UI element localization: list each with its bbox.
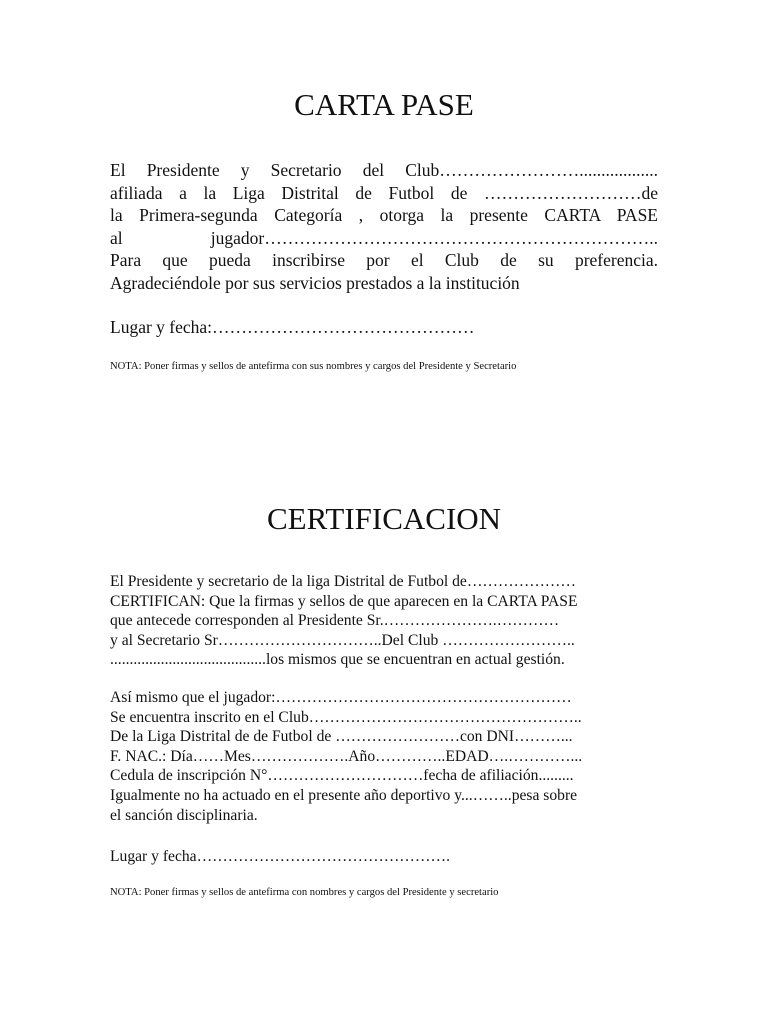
certificacion-paragraph-2 [110,688,670,825]
certificacion-nota: NOTA: Poner firmas y sellos de antefirma con nombres y cargos del Presidente y secretario [110,887,499,898]
certificacion-lugar-fecha: Lugar y fecha…………………………………………. [110,848,450,865]
certificacion-line: Cedula de inscripción N°…………………………fecha de afiliación......... [110,767,574,785]
certificacion-line: que antecede corresponden al Presidente Sr.………………….………… [110,612,560,630]
carta-pase-line: afiliada a la Liga Distrital de Futbol de ………………………de [110,182,658,203]
certificacion-title: CERTIFICACION [266,501,502,536]
certificacion-line: el sanción disciplinaria. [110,806,258,824]
certificacion-line: De la Liga Distrital de de Futbol de ……………………con DNI………... [110,728,573,746]
carta-pase-line: la Primera-segunda Categoría , otorga la presente CARTA PASE [110,205,658,226]
carta-pase-line: Agradeciéndole por sus servicios prestados a la institución [110,272,520,293]
carta-pase-nota: NOTA: Poner firmas y sellos de antefirma con sus nombres y cargos del Presidente y Secretario [110,361,517,372]
carta-pase-body [110,159,658,295]
carta-pase-title: CARTA PASE [294,87,474,122]
certificacion-line: CERTIFICAN: Que la firmas y sellos de que aparecen en la CARTA PASE [110,592,578,610]
certificacion-line: ........................................los mismos que se encuentran en actual gestión. [110,651,565,669]
carta-pase-line: El Presidente y Secretario del Club…………………….................. [110,160,658,180]
certificacion-line: El Presidente y secretario de la liga Distrital de Futbol de………………… [110,573,576,590]
certificacion-line: Igualmente no ha actuado en el presente año deportivo y...……..pesa sobre [110,786,578,804]
certificacion-line: F. NAC.: Día……Mes……………….Año…………..EDAD….…………... [110,747,583,765]
carta-pase-lugar-fecha: Lugar y fecha:……………………………………… [110,317,475,337]
certificacion-line: y al Secretario Sr…………………………..Del Club …………………….. [110,631,575,649]
certificacion-line: Así mismo que el jugador:………………………………………………… [110,689,572,706]
certificacion-paragraph-1 [110,572,670,670]
certificacion-line: Se encuentra inscrito en el Club…………………………………………….. [110,708,582,726]
carta-pase-line: Para que pueda inscribirse por el Club de su preferencia. [110,250,658,271]
carta-pase-line: al jugador………………………………………………………….. [110,227,658,248]
